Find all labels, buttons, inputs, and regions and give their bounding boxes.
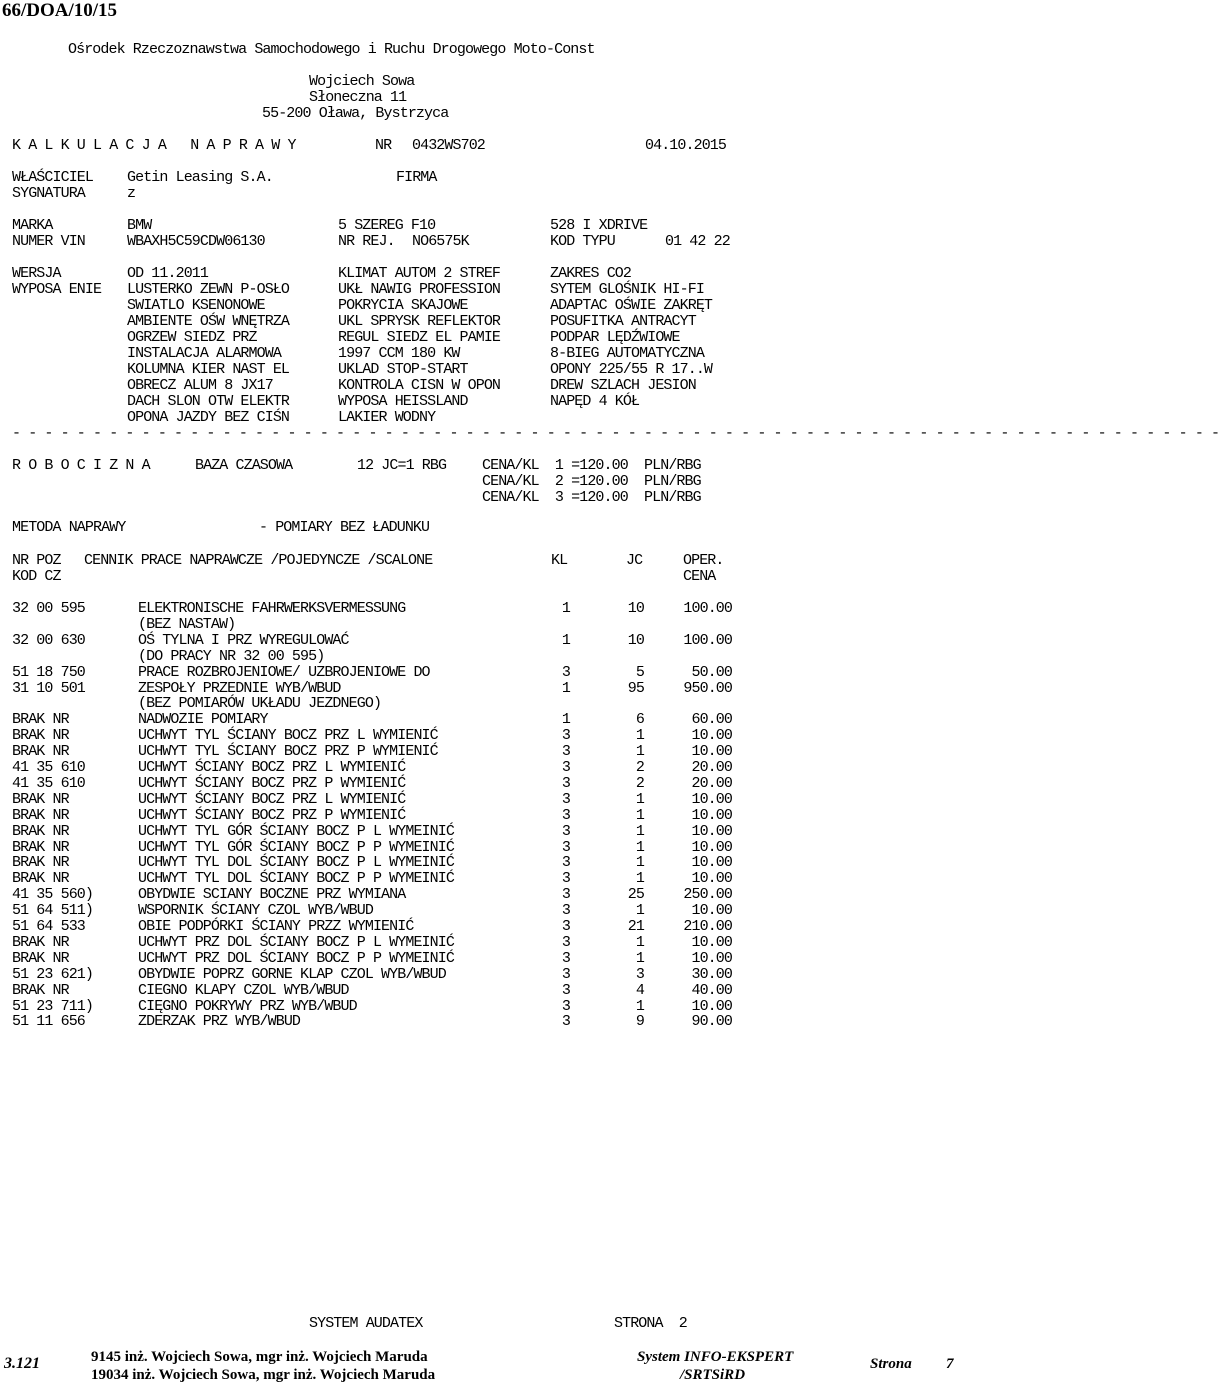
version-value: OD 11.2011 [127, 265, 209, 282]
row-part-number: 51 64 511) [12, 902, 94, 920]
row-description: ZESPOŁY PRZEDNIE WYB/WBUD [138, 679, 341, 697]
row-time-units: 2 [635, 759, 644, 776]
row-price: 10.00 [691, 838, 732, 856]
row-description: OBYDWIE SCIANY BOCZNE PRZ WYMIANA [138, 886, 406, 904]
organization-street: Słoneczna 11 [309, 89, 407, 106]
equipment-col-3-item: DREW SZLACH JESION [550, 377, 696, 394]
row-class: 3 [561, 838, 570, 856]
row-time-units: 1 [635, 743, 644, 761]
owner-label: WŁAŚCICIEL [12, 169, 94, 186]
labour-rate-1: CENA/KL 1 =120.00 PLN/RBG [482, 457, 701, 474]
equipment-col-3-item: OPONY 225/55 R 17..W [550, 361, 713, 378]
equipment-col-3-item: ZAKRES CO2 [550, 265, 632, 282]
row-price: 60.00 [691, 711, 732, 729]
row-description: CIĘGNO POKRYWY PRZ WYB/WBUD [138, 997, 357, 1015]
equipment-col-2-item: 1997 CCM 180 KW [338, 345, 460, 362]
row-part-number: 41 35 610 [12, 759, 85, 776]
row-price: 10.00 [691, 997, 732, 1015]
row-description: UCHWYT PRZ DOL ŚCIANY BOCZ P L WYMEINIĆ [138, 933, 454, 951]
row-class: 3 [561, 902, 570, 920]
row-time-units: 1 [635, 822, 644, 840]
row-price: 100.00 [683, 600, 732, 617]
equipment-col-2-item: KLIMAT AUTOM 2 STREF [338, 265, 501, 282]
row-part-number: 51 18 750 [12, 663, 85, 681]
labour-rate-2: CENA/KL 2 =120.00 PLN/RBG [482, 473, 701, 490]
row-price: 10.00 [691, 870, 732, 888]
row-class: 3 [561, 886, 570, 904]
row-description: OBIE PODPÓRKI ŚCIANY PRZZ WYMIENIĆ [138, 918, 414, 935]
row-description: WSPORNIK ŚCIANY CZOL WYB/WBUD [138, 902, 373, 920]
footer-author-line-2: 19034 inż. Wojciech Sowa, mgr inż. Wojciech Maruda [91, 1367, 436, 1383]
row-time-units: 1 [635, 997, 644, 1015]
row-class: 3 [561, 743, 570, 761]
equipment-col-2-item: UKLAD STOP-START [338, 361, 468, 378]
row-price: 30.00 [691, 965, 732, 983]
table-header-kodcz: KOD CZ [12, 568, 61, 585]
row-time-units: 1 [635, 870, 644, 888]
equipment-col-1-item: AMBIENTE OŚW WNĘTRZA [127, 313, 290, 330]
equipment-col-1-item: INSTALACJA ALARMOWA [127, 345, 281, 362]
row-description: PRACE ROZBROJENIOWE/ UZBROJENIOWE DO [138, 663, 430, 681]
row-class: 3 [561, 759, 570, 776]
row-class: 3 [561, 981, 570, 999]
row-description: UCHWYT TYL DOL ŚCIANY BOCZ P P WYMEINIĆ [138, 870, 454, 888]
calculation-number: 0432WS702 [412, 137, 485, 154]
row-time-units: 1 [635, 949, 644, 967]
equipment-col-3-item: PODPAR LĘDŹWIOWE [550, 329, 680, 346]
equipment-col-3-item: NAPĘD 4 KÓŁ [550, 393, 640, 410]
row-price: 10.00 [691, 854, 732, 872]
table-header-price: CENA [683, 568, 716, 585]
row-description: UCHWYT ŚCIANY BOCZ PRZ L WYMIENIĆ [138, 759, 406, 776]
row-description: (BEZ POMIARÓW UKŁADU JEZDNEGO) [138, 695, 382, 713]
row-time-units: 10 [627, 631, 644, 649]
row-price: 10.00 [691, 806, 732, 824]
equipment-col-2-item: WYPOSA HEISSLAND [338, 393, 468, 410]
row-class: 3 [561, 663, 570, 681]
row-time-units: 21 [627, 918, 644, 935]
row-price: 50.00 [691, 663, 732, 681]
row-part-number: BRAK NR [12, 981, 69, 999]
registration-label: NR REJ. [338, 233, 395, 250]
row-class: 3 [561, 918, 570, 935]
row-class: 3 [561, 854, 570, 872]
row-part-number: 31 10 501 [12, 679, 85, 697]
equipment-col-1-item: SWIATLO KSENONOWE [127, 297, 265, 314]
footer-page-number: 7 [946, 1356, 954, 1372]
footer-system-line-1: System INFO-EKSPERT [637, 1349, 794, 1365]
expert-name: Wojciech Sowa [309, 73, 415, 90]
row-time-units: 10 [627, 600, 644, 617]
row-part-number: 51 23 621) [12, 965, 94, 983]
row-time-units: 1 [635, 790, 644, 808]
footer-code: 3.121 [4, 1355, 40, 1372]
row-description: OBYDWIE POPRZ GORNE KLAP CZOL WYB/WBUD [138, 965, 446, 983]
calculation-title: K A L K U L A C J A N A P R A W Y [12, 137, 296, 154]
row-price: 20.00 [691, 759, 732, 776]
row-class: 3 [561, 965, 570, 983]
footer-author-line-1: 9145 inż. Wojciech Sowa, mgr inż. Wojciech Maruda [91, 1349, 428, 1365]
row-time-units: 1 [635, 806, 644, 824]
row-part-number: BRAK NR [12, 949, 69, 967]
equipment-col-1-item: OGRZEW SIEDZ PRZ [127, 329, 257, 346]
row-description: CIEGNO KLAPY CZOL WYB/WBUD [138, 981, 349, 999]
repair-method-value: - POMIARY BEZ ŁADUNKU [259, 519, 430, 536]
table-header-jc: JC [626, 552, 643, 569]
row-price: 950.00 [683, 679, 732, 697]
equipment-col-1-item: OBRECZ ALUM 8 JX17 [127, 377, 273, 394]
row-time-units: 9 [635, 1013, 644, 1031]
row-price: 100.00 [683, 631, 732, 649]
row-part-number: BRAK NR [12, 743, 69, 761]
row-part-number: 51 64 533 [12, 918, 85, 935]
equipment-label: WYPOSA ENIE [12, 281, 102, 298]
row-description: UCHWYT TYL ŚCIANY BOCZ PRZ L WYMIENIĆ [138, 727, 438, 745]
row-description: UCHWYT TYL ŚCIANY BOCZ PRZ P WYMIENIĆ [138, 743, 438, 761]
row-part-number: BRAK NR [12, 933, 69, 951]
row-time-units: 1 [635, 933, 644, 951]
row-price: 10.00 [691, 727, 732, 745]
row-class: 3 [561, 1013, 570, 1031]
row-part-number: 41 35 610 [12, 774, 85, 792]
row-price: 250.00 [683, 886, 732, 904]
row-price: 10.00 [691, 743, 732, 761]
row-description: (BEZ NASTAW) [138, 615, 236, 633]
row-time-units: 1 [635, 854, 644, 872]
row-description: ZDERZAK PRZ WYB/WBUD [138, 1013, 301, 1031]
row-price: 10.00 [691, 902, 732, 920]
row-description: UCHWYT ŚCIANY BOCZ PRZ L WYMIENIĆ [138, 790, 406, 808]
vin-value: WBAXH5C59CDW06130 [127, 233, 265, 250]
row-class: 3 [561, 997, 570, 1015]
table-header-nrpoz: NR POZ [12, 552, 61, 569]
equipment-col-2-item: LAKIER WODNY [338, 409, 436, 426]
model-value: 5 SZEREG F10 [338, 217, 436, 234]
row-class: 3 [561, 790, 570, 808]
equipment-col-2-item: POKRYCIA SKAJOWE [338, 297, 468, 314]
organization-name: Ośrodek Rzeczoznawstwa Samochodowego i Ruchu Drogowego Moto-Const [68, 41, 595, 58]
row-description: UCHWYT ŚCIANY BOCZ PRZ P WYMIENIĆ [138, 774, 406, 792]
organization-city: 55-200 Oława, Bystrzyca [262, 105, 449, 122]
equipment-col-2-item: UKŁ NAWIG PROFESSION [338, 281, 501, 298]
row-part-number: 51 23 711) [12, 997, 94, 1015]
row-price: 40.00 [691, 981, 732, 999]
row-description: UCHWYT PRZ DOL ŚCIANY BOCZ P P WYMEINIĆ [138, 949, 454, 967]
row-time-units: 2 [635, 774, 644, 792]
row-price: 10.00 [691, 933, 732, 951]
system-page: STRONA 2 [614, 1315, 687, 1332]
row-time-units: 3 [635, 965, 644, 983]
row-part-number: 32 00 595 [12, 600, 85, 617]
separator-line: - - - - - - - - - - - - - - - - - - - - - - - - - - - - - - - - - - - - - - - - - - - - - - - - - - - - - - - - - - - - - - - - - - - - - - - - - - - [12, 425, 1219, 442]
equipment-col-1-item: KOLUMNA KIER NAST EL [127, 361, 290, 378]
labour-title: R O B O C I Z N A [12, 457, 150, 474]
row-time-units: 5 [635, 663, 644, 681]
variant-value: 528 I XDRIVE [550, 217, 648, 234]
table-header-description: CENNIK PRACE NAPRAWCZE /POJEDYNCZE /SCALONE [84, 552, 433, 569]
equipment-col-3-item: POSUFITKA ANTRACYT [550, 313, 696, 330]
equipment-col-2-item: KONTROLA CISN W OPON [338, 377, 501, 394]
row-description: NADWOZIE POMIARY [138, 711, 268, 729]
row-part-number: BRAK NR [12, 790, 69, 808]
row-price: 10.00 [691, 949, 732, 967]
row-price: 90.00 [691, 1013, 732, 1031]
row-time-units: 1 [635, 902, 644, 920]
equipment-col-1-item: OPONA JAZDY BEZ CIŚN [127, 409, 290, 426]
registration-value: NO6575K [412, 233, 469, 250]
row-class: 3 [561, 949, 570, 967]
system-name: SYSTEM AUDATEX [309, 1315, 423, 1332]
signature-label: SYGNATURA [12, 185, 85, 202]
type-code-label: KOD TYPU [550, 233, 615, 250]
row-time-units: 6 [635, 711, 644, 729]
equipment-col-3-item: 8-BIEG AUTOMATYCZNA [550, 345, 704, 362]
row-part-number: BRAK NR [12, 838, 69, 856]
row-time-units: 95 [627, 679, 644, 697]
time-base-value: 12 JC=1 RBG [357, 457, 447, 474]
row-class: 3 [561, 727, 570, 745]
row-class: 3 [561, 774, 570, 792]
signature-value: z [127, 185, 136, 202]
row-part-number: 41 35 560) [12, 886, 94, 904]
row-description: UCHWYT TYL GÓR ŚCIANY BOCZ P P WYMEINIĆ [138, 838, 454, 856]
row-price: 10.00 [691, 790, 732, 808]
vin-label: NUMER VIN [12, 233, 85, 250]
row-part-number: BRAK NR [12, 727, 69, 745]
row-price: 210.00 [683, 918, 732, 935]
row-price: 10.00 [691, 822, 732, 840]
row-class: 3 [561, 806, 570, 824]
row-description: OŚ TYLNA I PRZ WYREGULOWAĆ [138, 631, 349, 649]
row-time-units: 25 [627, 886, 644, 904]
row-description: ELEKTRONISCHE FAHRWERKSVERMESSUNG [138, 600, 406, 617]
row-part-number: BRAK NR [12, 870, 69, 888]
footer-system-line-2: /SRTSiRD [680, 1367, 746, 1383]
equipment-col-1-item: DACH SLON OTW ELEKTR [127, 393, 290, 410]
row-part-number: BRAK NR [12, 854, 69, 872]
row-part-number: BRAK NR [12, 806, 69, 824]
table-header-kl: KL [551, 552, 568, 569]
row-time-units: 4 [635, 981, 644, 999]
equipment-col-2-item: UKL SPRYSK REFLEKTOR [338, 313, 501, 330]
row-class: 1 [561, 679, 570, 697]
repair-method-label: METODA NAPRAWY [12, 519, 126, 536]
row-class: 3 [561, 870, 570, 888]
time-base-label: BAZA CZASOWA [195, 457, 293, 474]
row-part-number: 51 11 656 [12, 1013, 85, 1031]
row-price: 20.00 [691, 774, 732, 792]
footer-page-label: Strona [870, 1356, 912, 1372]
owner-value: Getin Leasing S.A. [127, 169, 273, 186]
labour-rate-3: CENA/KL 3 =120.00 PLN/RBG [482, 489, 701, 506]
row-time-units: 1 [635, 727, 644, 745]
equipment-col-3-item: ADAPTAC OŚWIE ZAKRĘT [550, 297, 713, 314]
row-class: 1 [561, 600, 570, 617]
version-label: WERSJA [12, 265, 61, 282]
row-part-number: BRAK NR [12, 711, 69, 729]
row-part-number: BRAK NR [12, 822, 69, 840]
equipment-col-2-item: REGUL SIEDZ EL PAMIE [338, 329, 501, 346]
row-class: 1 [561, 631, 570, 649]
row-class: 1 [561, 711, 570, 729]
make-label: MARKA [12, 217, 53, 234]
firma-label: FIRMA [396, 169, 437, 186]
equipment-col-3-item: SYTEM GLOŚNIK HI-FI [550, 281, 704, 298]
calculation-date: 04.10.2015 [645, 137, 727, 154]
row-time-units: 1 [635, 838, 644, 856]
row-class: 3 [561, 933, 570, 951]
row-class: 3 [561, 822, 570, 840]
type-code-value: 01 42 22 [665, 233, 730, 250]
row-description: UCHWYT ŚCIANY BOCZ PRZ P WYMIENIĆ [138, 806, 406, 824]
table-header-oper: OPER. [683, 552, 724, 569]
equipment-col-1-item: LUSTERKO ZEWN P-OSŁO [127, 281, 290, 298]
calculation-nr-label: NR [375, 137, 392, 154]
make-value: BMW [127, 217, 152, 234]
document-number: 66/DOA/10/15 [2, 0, 118, 21]
row-description: UCHWYT TYL DOL ŚCIANY BOCZ P L WYMEINIĆ [138, 854, 454, 872]
row-description: (DO PRACY NR 32 00 595) [138, 647, 325, 665]
row-description: UCHWYT TYL GÓR ŚCIANY BOCZ P L WYMEINIĆ [138, 822, 454, 840]
row-part-number: 32 00 630 [12, 631, 85, 649]
